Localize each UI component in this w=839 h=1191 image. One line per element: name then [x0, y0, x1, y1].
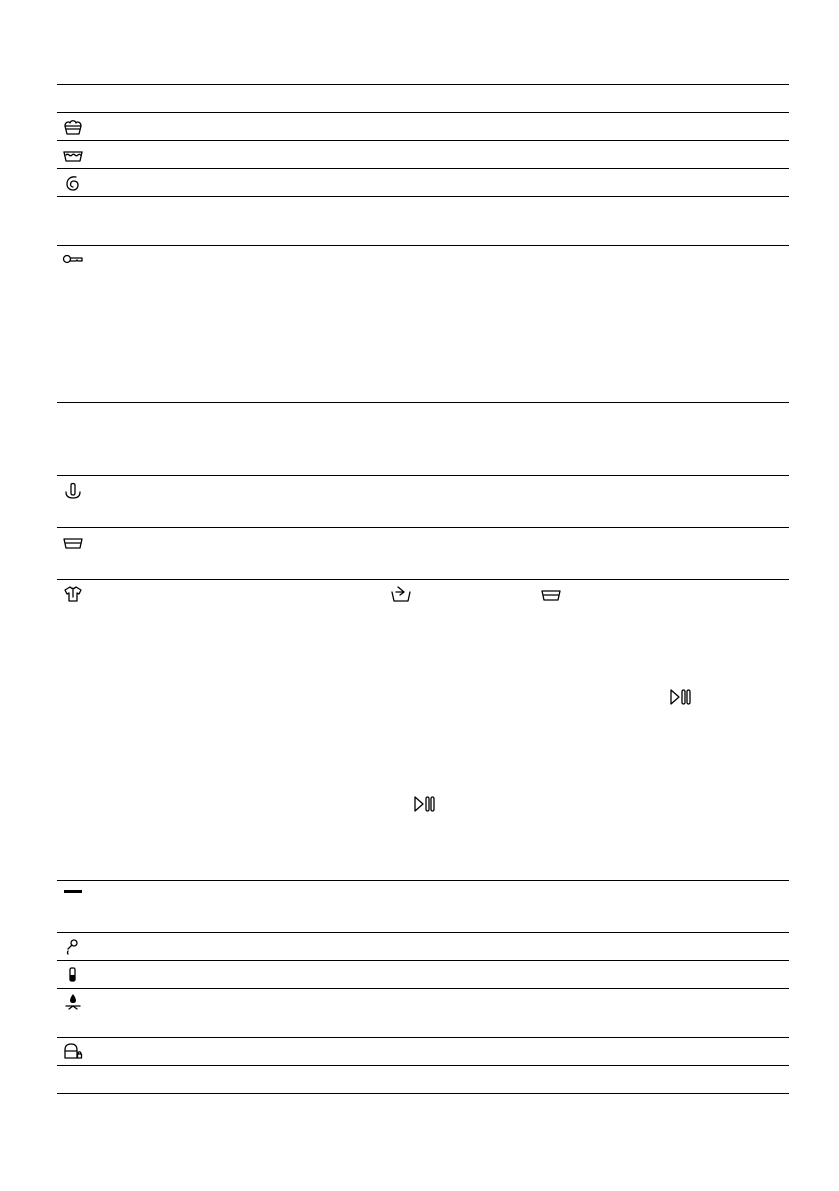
table-rule	[57, 1037, 789, 1038]
shirt-icon	[62, 585, 84, 603]
add-laundry-icon	[390, 585, 412, 603]
wash-tub-icon	[62, 146, 84, 164]
spin-icon	[62, 174, 84, 192]
table-rule	[57, 475, 789, 476]
table-rule	[57, 402, 789, 403]
laundry-basket-icon	[62, 118, 84, 136]
detergent-level-icon	[62, 965, 84, 983]
table-rule	[57, 140, 789, 141]
table-rule	[57, 168, 789, 169]
table-rule	[57, 932, 789, 933]
key-icon	[62, 250, 84, 268]
rinse-icon	[62, 534, 84, 552]
tap-icon	[62, 937, 84, 955]
temperature-icon	[62, 482, 84, 500]
table-rule	[57, 112, 789, 113]
table-bottom-rule	[57, 1093, 789, 1094]
table-rule	[57, 196, 789, 197]
water-drop-icon	[62, 993, 84, 1011]
start-pause-icon	[412, 795, 438, 813]
table-rule	[57, 988, 789, 989]
table-rule	[57, 1065, 789, 1066]
rinse-icon	[540, 586, 562, 604]
table-rule	[57, 527, 789, 528]
table-rule	[57, 880, 789, 881]
table-rule	[57, 960, 789, 961]
table-rule	[57, 245, 789, 246]
start-pause-icon	[668, 688, 694, 706]
table-top-rule	[57, 84, 789, 85]
door-lock-icon	[62, 1042, 84, 1060]
table-rule	[57, 579, 789, 580]
dash-icon	[62, 884, 84, 902]
